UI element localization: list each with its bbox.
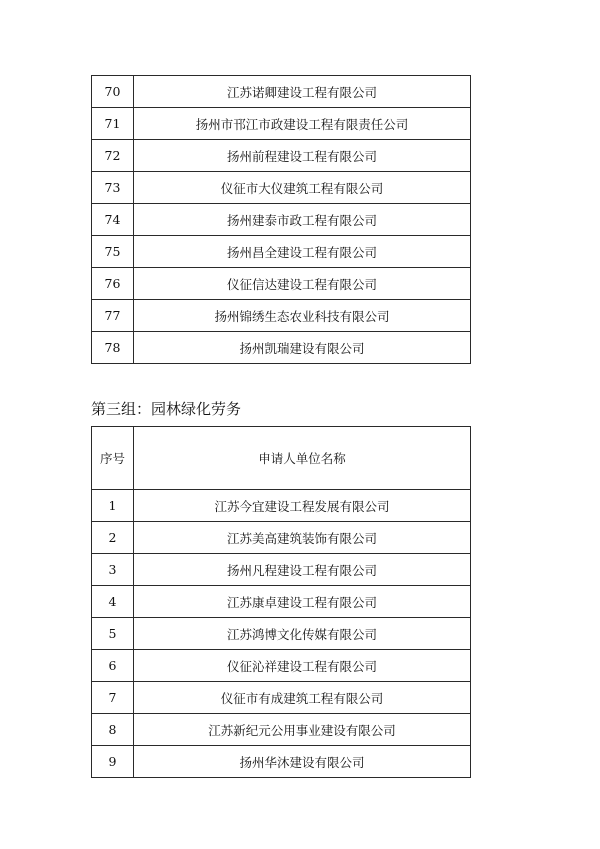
table-row [92,682,471,714]
table-row [92,204,471,236]
row-number: 71 [92,108,134,140]
row-number: 72 [92,140,134,172]
row-number: 6 [92,650,134,682]
row-number: 74 [92,204,134,236]
row-number: 7 [92,682,134,714]
company-name: 仪征信达建设工程有限公司 [134,268,471,300]
row-number: 5 [92,618,134,650]
row-number: 3 [92,554,134,586]
table-row [92,332,471,364]
table-row [92,140,471,172]
row-number: 77 [92,300,134,332]
applicant-table-group-3 [91,426,471,778]
table-row [92,236,471,268]
table-header-row [92,427,471,490]
row-number: 70 [92,76,134,108]
company-name: 江苏美高建筑装饰有限公司 [134,522,471,554]
company-name: 江苏今宜建设工程发展有限公司 [134,490,471,522]
row-number: 9 [92,746,134,778]
company-name: 扬州锦绣生态农业科技有限公司 [134,300,471,332]
table-row [92,490,471,522]
row-number: 4 [92,586,134,618]
table-row [92,108,471,140]
company-name: 江苏康卓建设工程有限公司 [134,586,471,618]
column-header-number: 序号 [92,427,134,490]
applicant-table-continued [91,75,471,364]
table-row [92,746,471,778]
company-name: 仪征市大仪建筑工程有限公司 [134,172,471,204]
table-row [92,618,471,650]
company-name: 仪征沁祥建设工程有限公司 [134,650,471,682]
column-header-company: 申请人单位名称 [134,427,471,490]
table-row [92,586,471,618]
table-row [92,300,471,332]
row-number: 2 [92,522,134,554]
company-name: 扬州建泰市政工程有限公司 [134,204,471,236]
company-name: 江苏诺卿建设工程有限公司 [134,76,471,108]
row-number: 8 [92,714,134,746]
table-row [92,172,471,204]
company-name: 江苏新纪元公用事业建设有限公司 [134,714,471,746]
company-name: 扬州凯瑞建设有限公司 [134,332,471,364]
table-row [92,554,471,586]
company-name: 扬州昌全建设工程有限公司 [134,236,471,268]
row-number: 73 [92,172,134,204]
company-name: 扬州凡程建设工程有限公司 [134,554,471,586]
company-name: 仪征市有成建筑工程有限公司 [134,682,471,714]
group-heading: 第三组：园林绿化劳务 [91,400,242,418]
row-number: 78 [92,332,134,364]
company-name: 扬州华沐建设有限公司 [134,746,471,778]
row-number: 1 [92,490,134,522]
table-row [92,650,471,682]
row-number: 76 [92,268,134,300]
table-row [92,268,471,300]
table-row [92,522,471,554]
company-name: 扬州市邗江市政建设工程有限责任公司 [134,108,471,140]
table-row [92,76,471,108]
table-row [92,714,471,746]
company-name: 江苏鸿博文化传媒有限公司 [134,618,471,650]
row-number: 75 [92,236,134,268]
company-name: 扬州前程建设工程有限公司 [134,140,471,172]
